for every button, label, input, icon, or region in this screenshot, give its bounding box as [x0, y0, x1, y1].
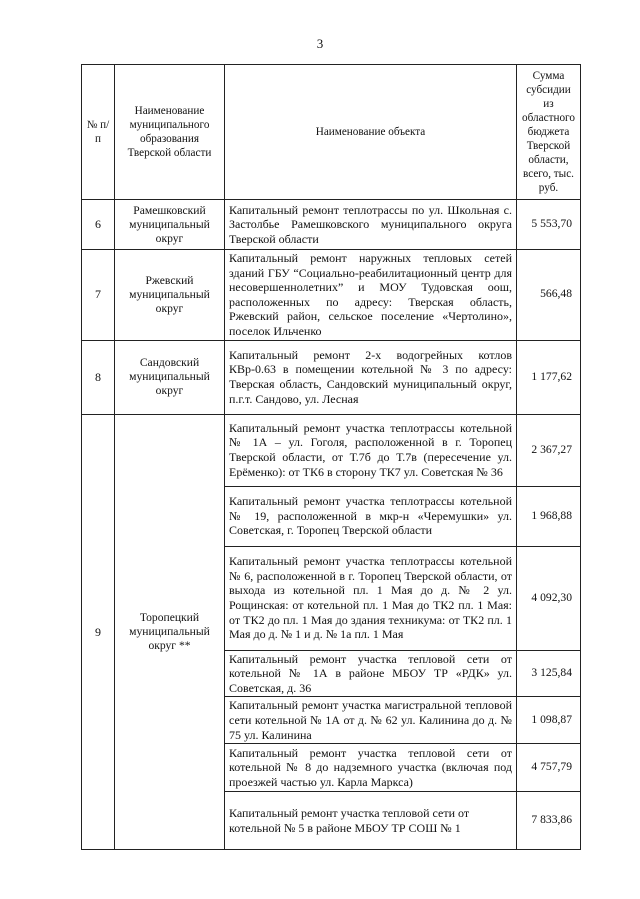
sum-cell: 1 098,87: [517, 697, 581, 744]
sum-cell: 1 177,62: [517, 340, 581, 414]
object-cell: Капитальный ремонт участка тепловой сети от котельной № 8 до надземного участка (включая под проезжей частью ул. Карла Маркса): [225, 744, 517, 792]
sum-cell: 566,48: [517, 250, 581, 341]
sum-cell: 4 757,79: [517, 744, 581, 792]
object-cell: Капитальный ремонт участка тепловой сети от котельной № 5 в районе МБОУ ТР СОШ № 1: [225, 792, 517, 850]
sum-cell: 3 125,84: [517, 650, 581, 697]
row-num: 6: [82, 200, 115, 250]
header-object: Наименование объекта: [225, 65, 517, 200]
subsidy-table: [81, 64, 581, 850]
table-row: [82, 200, 581, 250]
table-row: [82, 414, 581, 486]
header-municipality: Наименование муниципального образования Тверской области: [115, 65, 225, 200]
object-cell: Капитальный ремонт 2-х водогрейных котлов КВр-0.63 в помещении котельной № 3 по адресу: Тверская область, Сандовский муниципальный округ, п.г.т. Сандово, ул. Лесная: [225, 340, 517, 414]
row-num: 9: [82, 414, 115, 850]
table-row: [82, 250, 581, 341]
object-cell: Капитальный ремонт наружных тепловых сетей зданий ГБУ “Социально-реабилитационный центр для несовершеннолетних” и МОУ Тудовская оош, расположенных по адресу: Тверская область, Ржевский район, сельское поселение «Чертолино», поселок Ильченко: [225, 250, 517, 341]
object-cell: Капитальный ремонт участка магистральной тепловой сети котельной № 1А от д. № 62 ул. Калинина до д. № 75 ул. Калинина: [225, 697, 517, 744]
object-cell: Капитальный ремонт участка теплотрассы котельной № 6, расположенной в г. Торопец Тверской области, от выхода из котельной пл. 1 Мая до д. № 2 ул. Рощинская: от котельной пл. 1 Мая до ТК2 пл. 1 Мая: от ТК2 до пл. 1 Мая до здания техникума: от ТК2 пл. 1 Мая до д. № 1 и д. № 1а пл. 1 Мая: [225, 546, 517, 650]
municipality-cell: Сандовский муниципальный округ: [115, 340, 225, 414]
municipality-cell: Ржевский муниципальный округ: [115, 250, 225, 341]
page-number: 3: [316, 36, 324, 51]
row-num: 8: [82, 340, 115, 414]
sum-cell: 7 833,86: [517, 792, 581, 850]
header-sum: Сумма субсидии из областного бюджета Тверской области, всего, тыс. руб.: [517, 65, 581, 200]
header-num: № п/п: [82, 65, 115, 200]
municipality-cell: Торопецкий муниципальный округ **: [115, 414, 225, 850]
sum-cell: 1 968,88: [517, 486, 581, 546]
table-header-row: [82, 65, 581, 200]
sum-cell: 4 092,30: [517, 546, 581, 650]
table-row: [82, 340, 581, 414]
object-cell: Капитальный ремонт участка тепловой сети от котельной № 1А в районе МБОУ ТР «РДК» ул. Советская, д. 36: [225, 650, 517, 697]
sum-cell: 5 553,70: [517, 200, 581, 250]
object-cell: Капитальный ремонт участка теплотрассы котельной № 19, расположенной в мкр-н «Черемушки» ул. Советская, г. Торопец Тверской области: [225, 486, 517, 546]
sum-cell: 2 367,27: [517, 414, 581, 486]
object-cell: Капитальный ремонт теплотрассы по ул. Школьная с. Застолбье Рамешковского муниципального округа Тверской области: [225, 200, 517, 250]
object-cell: Капитальный ремонт участка теплотрассы котельной № 1А – ул. Гоголя, расположенной в г. Торопец Тверской области, от Т.7б до Т.7в (пересечение ул. Ерёменко): от ТК6 в сторону ТК7 ул. Советская № 36: [225, 414, 517, 486]
row-num: 7: [82, 250, 115, 341]
municipality-cell: Рамешковский муниципальный округ: [115, 200, 225, 250]
